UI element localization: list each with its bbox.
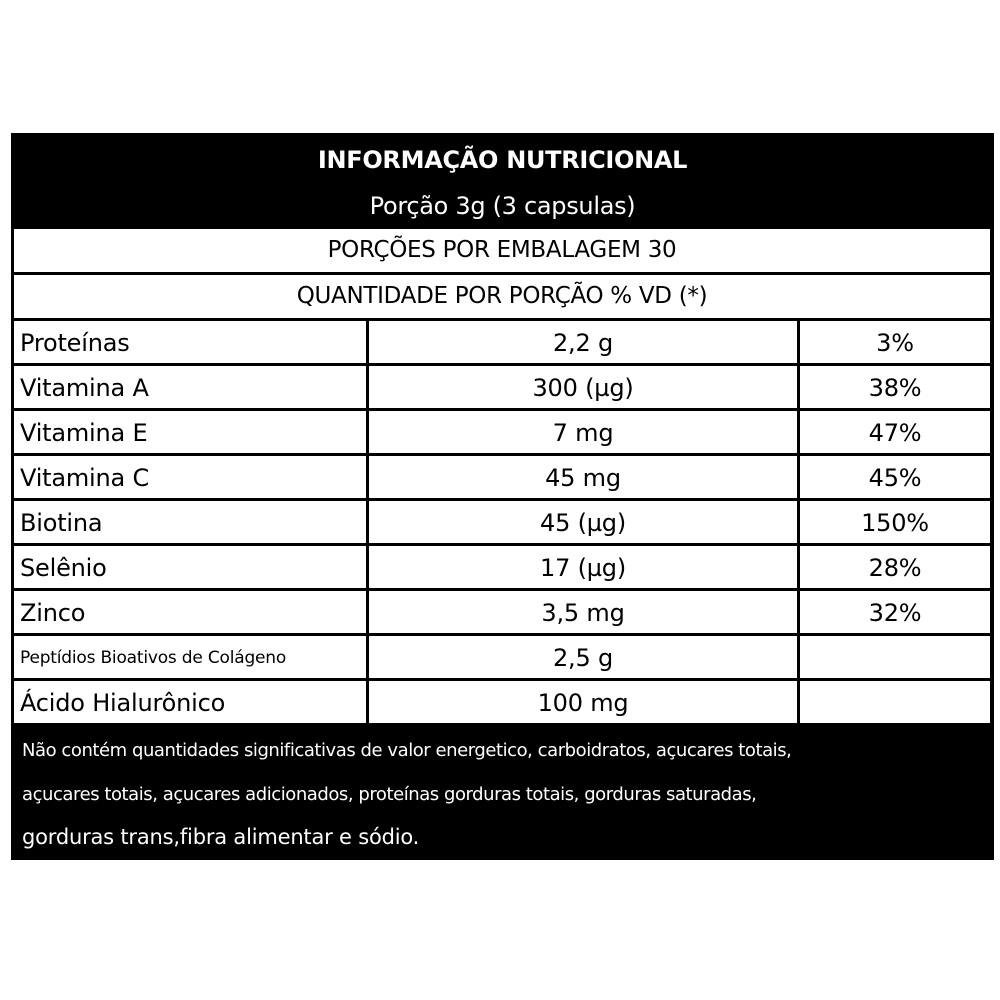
table-row — [14, 546, 990, 588]
table-header — [11, 133, 994, 228]
nutrient-name: Peptídios Bioativos de Colágeno — [14, 636, 366, 678]
nutrient-daily-value: 47% — [800, 411, 990, 453]
nutrient-daily-value: 3% — [800, 321, 990, 363]
table-row — [14, 366, 990, 408]
table-title: INFORMAÇÃO NUTRICIONAL — [317, 146, 688, 174]
nutrient-name: Vitamina E — [14, 411, 366, 453]
nutrient-daily-value: 28% — [800, 546, 990, 588]
nutrient-name: Zinco — [14, 591, 366, 633]
nutrient-name: Proteínas — [14, 321, 366, 363]
footnote-line: gorduras trans,fibra alimentar e sódio. — [22, 825, 420, 849]
nutrient-amount: 300 (µg) — [369, 366, 797, 408]
footnote — [11, 721, 994, 860]
amount-per-serving-header: QUANTIDADE POR PORÇÃO % VD (*) — [14, 275, 990, 318]
nutrient-daily-value: 45% — [800, 456, 990, 498]
nutrient-name: Biotina — [14, 501, 366, 543]
servings-per-package: PORÇÕES POR EMBALAGEM 30 — [14, 229, 990, 272]
nutrient-amount: 3,5 mg — [369, 591, 797, 633]
table-row — [14, 456, 990, 498]
serving-size: Porção 3g (3 capsulas) — [369, 192, 636, 220]
nutrient-amount: 2,2 g — [369, 321, 797, 363]
nutrient-daily-value: 150% — [800, 501, 990, 543]
footnote-line: Não contém quantidades significativas de valor energetico, carboidratos, açucares totais, — [22, 740, 792, 761]
nutrition-facts-table — [11, 133, 994, 860]
table-row — [14, 501, 990, 543]
nutrient-amount: 100 mg — [369, 681, 797, 723]
table-row — [14, 591, 990, 633]
footnote-line: açucares totais, açucares adicionados, proteínas gorduras totais, gorduras saturadas, — [22, 784, 757, 805]
nutrient-amount: 45 mg — [369, 456, 797, 498]
nutrient-name: Vitamina A — [14, 366, 366, 408]
nutrient-name: Vitamina C — [14, 456, 366, 498]
table-row — [14, 411, 990, 453]
nutrient-amount: 2,5 g — [369, 636, 797, 678]
nutrient-daily-value: 32% — [800, 591, 990, 633]
table-row — [14, 681, 990, 723]
nutrient-daily-value: 38% — [800, 366, 990, 408]
nutrient-daily-value — [800, 681, 990, 723]
nutrient-name: Selênio — [14, 546, 366, 588]
table-row — [14, 321, 990, 363]
nutrient-amount: 7 mg — [369, 411, 797, 453]
table-row — [14, 636, 990, 678]
nutrient-name: Ácido Hialurônico — [14, 681, 366, 723]
nutrient-daily-value — [800, 636, 990, 678]
nutrient-amount: 45 (µg) — [369, 501, 797, 543]
nutrient-amount: 17 (µg) — [369, 546, 797, 588]
